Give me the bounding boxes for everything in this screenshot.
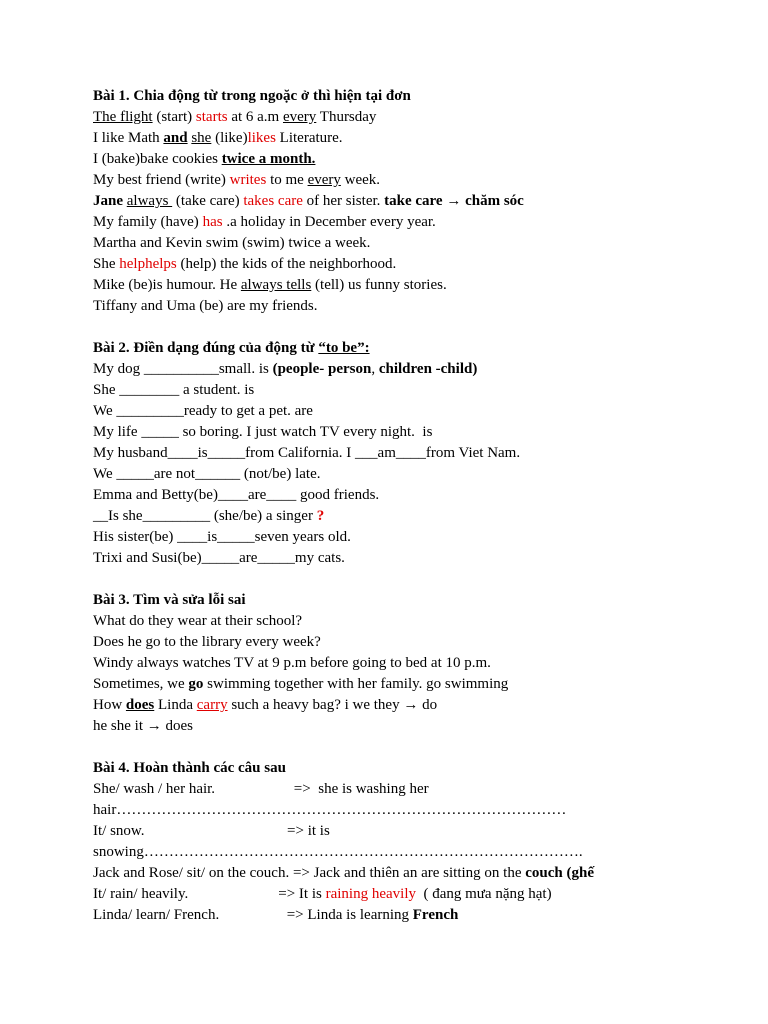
ex1-line-4: My best friend (write) writes to me every week. (93, 172, 381, 188)
ex1-line-1: The flight (start) starts at 6 a.m every Thursday (93, 109, 377, 125)
ex4-line-2: hair……………………………………………………………………………… (93, 802, 567, 818)
ex3-line-3: Windy always watches TV at 9 p.m before going to bed at 10 p.m. (93, 655, 491, 671)
ex4-line-6: It/ rain/ heavily. => It is raining heavily ( đang mưa nặng hạt) (93, 886, 552, 902)
exercise-3-title: Bài 3. Tìm và sửa lỗi sai (93, 592, 246, 608)
exercise-1-title: Bài 1. Chia động từ trong ngoặc ở thì hiện tại đơn (93, 88, 411, 104)
ex4-line-4: snowing……………………………………………………………………………. (93, 844, 583, 860)
exercise-4-title: Bài 4. Hoàn thành các câu sau (93, 760, 286, 776)
ex4-line-7: Linda/ learn/ French. => Linda is learning French (93, 907, 459, 923)
ex2-line-4: My life _____ so boring. I just watch TV every night. is (93, 424, 433, 440)
ex2-line-6: We _____are not______ (not/be) late. (93, 466, 321, 482)
ex3-line-4: Sometimes, we go swimming together with her family. go swimming (93, 676, 509, 692)
ex3-line-6: he she it → does (93, 718, 193, 734)
ex2-line-2: She ________ a student. is (93, 382, 255, 398)
ex1-line-9: Mike (be)is humour. He always tells (tell) us funny stories. (93, 277, 447, 293)
ex1-line-5: Jane always (take care) takes care of her sister. take care → chăm sóc (93, 193, 524, 209)
ex2-line-7: Emma and Betty(be)____are____ good friends. (93, 487, 380, 503)
ex2-line-10: Trixi and Susi(be)_____are_____my cats. (93, 550, 345, 566)
ex2-line-9: His sister(be) ____is_____seven years old. (93, 529, 351, 545)
exercise-2-title: Bài 2. Điền dạng đúng của động từ “to be”: (93, 340, 370, 356)
ex1-line-10: Tiffany and Uma (be) are my friends. (93, 298, 318, 314)
ex1-line-6: My family (have) has .a holiday in December every year. (93, 214, 436, 230)
ex2-line-8: __Is she_________ (she/be) a singer ? (93, 508, 325, 524)
ex2-line-5: My husband____is_____from California. I ___am____from Viet Nam. (93, 445, 521, 461)
ex2-line-1: My dog __________small. is (people- person, children -child) (93, 361, 478, 377)
ex4-line-3: It/ snow. => it is (93, 823, 330, 839)
ex4-line-5: Jack and Rose/ sit/ on the couch. => Jack and thiên an are sitting on the couch (ghế (93, 865, 594, 881)
ex3-line-5: How does Linda carry such a heavy bag? i we they → do (93, 697, 438, 713)
ex4-line-1: She/ wash / her hair. => she is washing her (93, 781, 429, 797)
ex3-line-1: What do they wear at their school? (93, 613, 303, 629)
ex1-line-8: She helphelps (help) the kids of the neighborhood. (93, 256, 397, 272)
ex1-line-7: Martha and Kevin swim (swim) twice a week. (93, 235, 371, 251)
ex1-line-2: I like Math and she (like)likes Literature. (93, 130, 343, 146)
ex3-line-2: Does he go to the library every week? (93, 634, 321, 650)
ex2-line-3: We _________ready to get a pet. are (93, 403, 313, 419)
ex1-line-3: I (bake)bake cookies twice a month. (93, 151, 316, 167)
